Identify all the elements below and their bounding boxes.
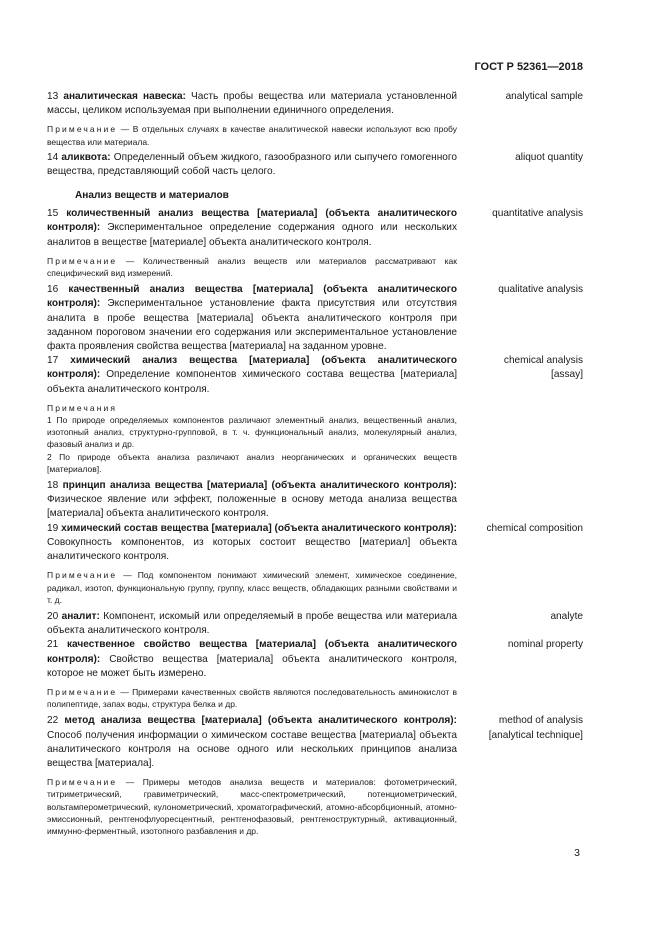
term-22	[47, 714, 583, 771]
term-17	[47, 354, 583, 397]
page-number: 3	[574, 847, 580, 859]
term-20-text: 20 аналит: Компонент, искомый или определяемый в пробе вещества или материала объекта аналитического контроля.	[47, 610, 457, 637]
term-13	[47, 90, 583, 118]
term-20	[47, 610, 583, 638]
term-14-text: 14 аликвота: Определенный объем жидкого, газообразного или сыпучего гомогенного вещества, представляющий собой часть целого.	[47, 151, 457, 178]
term-16	[47, 283, 583, 354]
term-22-english: method of analysis [analytical technique]	[488, 715, 583, 741]
term-18	[47, 479, 583, 522]
term-14	[47, 151, 583, 179]
term-17-english: chemical analysis [assay]	[503, 355, 583, 381]
term-21-text: 21 качественное свойство вещества [материала] (объекта аналитического контроля): Свойство вещества [материала] объекта аналитического контроля, которое не может быть измерено.	[47, 639, 458, 679]
term-19-english: chemical composition	[486, 522, 583, 534]
term-21	[47, 638, 583, 681]
term-17-notes	[47, 402, 457, 475]
term-13-english: analytical sample	[505, 91, 583, 102]
term-19	[47, 522, 583, 565]
term-15	[47, 207, 583, 250]
term-18-english	[457, 479, 583, 522]
term-17-note-2: 2 По природе объекта анализа различают анализ неорганических и органических веществ [материалов].	[47, 451, 457, 474]
term-15-text: 15 количественный анализ вещества [материала] (объекта аналитического контроля): Экспериментальное определение содержания одного или нескольких аналитов в веществе [материале] объекта аналитического контроля.	[47, 208, 457, 248]
section-title: Анализ веществ и материалов	[75, 190, 229, 202]
term-18-text: 18 принцип анализа вещества [материала] (объекта аналитического контроля): Физическое явление или эффект, положенные в основу метода анализа вещества [материала] объекта аналитического контроля.	[47, 480, 457, 520]
term-17-note-1: 1 По природе определяемых компонентов различают элементный анализ, вещественный анализ, изотопный анализ, структурно-групповой, в т. ч. функциональный анализ, молекулярный анализ, фазовый анализ и др.	[47, 415, 457, 450]
terms-content	[47, 90, 583, 837]
term-14-english: aliquot quantity	[515, 151, 583, 163]
term-19-note: Примечание — Под компонентом понимают химический элемент, химическое соединение, радикал, изотоп, функциональную группу, группу, класс веществ, обладающих разными свойствами и т. д.	[47, 570, 457, 605]
term-21-english: nominal property	[507, 639, 583, 651]
term-20-english: analyte	[550, 610, 583, 622]
term-22-text: 22 метод анализа вещества [материала] (объекта аналитического контроля): Способ получения информации о химическом составе вещества [материала] объекта аналитического контроля на основе одного или нескольких принципов анализа вещества [материала].	[47, 715, 457, 769]
term-22-note: Примечание — Примеры методов анализа веществ и материалов: фотометрический, титриметрический, гравиметрический, масс-спектрометрический, потенциометрический, вольтамперометрический, кулонометрический, хроматографический, атомно-абсорбционный, атомно-эмиссионный, рентгенофлуоресцентный, рентгенофазовый, рентгеноструктурный, активационный, иммунно-ферментный, изотопного разбавления и др.	[47, 777, 457, 836]
term-17-text: 17 химический анализ вещества [материала] (объекта аналитического контроля): Определение компонентов химического состава вещества [материала] объекта аналитического контроля.	[47, 355, 457, 395]
standard-designation: ГОСТ Р 52361—2018	[474, 61, 583, 73]
term-15-note: Примечание — Количественный анализ веществ или материалов рассматривают как специфический вид измерений.	[47, 255, 457, 279]
term-16-english: qualitative analysis	[498, 284, 583, 296]
term-21-note: Примечание — Примерами качественных свойств являются последовательность аминокислот в полипептиде, запах воды, структура белка и др.	[47, 686, 457, 710]
term-15-english: quantitative analysis	[492, 208, 583, 220]
term-19-text: 19 химический состав вещества [материала] (объекта аналитического контроля): Совокупность компонентов, из которых состоит вещество [материал] объекта аналитического контроля.	[47, 522, 457, 563]
term-16-text: 16 качественный анализ вещества [материала] (объекта аналитического контроля): Экспериментальное установление факта присутствия или отсутствия аналита в пробе вещества [материала] объекта аналитического контроля при заданном пороговом значении его содержания или экспериментальное установление факта проявления свойства вещества [материала] на заданном уровне.	[47, 284, 458, 353]
term-13-note: Примечание — В отдельных случаях в качестве аналитической навески используют всю пробу вещества или материала.	[47, 124, 457, 147]
term-13-text: 13 аналитическая навеска: Часть пробы вещества или материала установленной массы, целиком используемая при выполнении единичного определения.	[47, 91, 457, 117]
term-17-notes-label: Примечания	[47, 402, 118, 413]
